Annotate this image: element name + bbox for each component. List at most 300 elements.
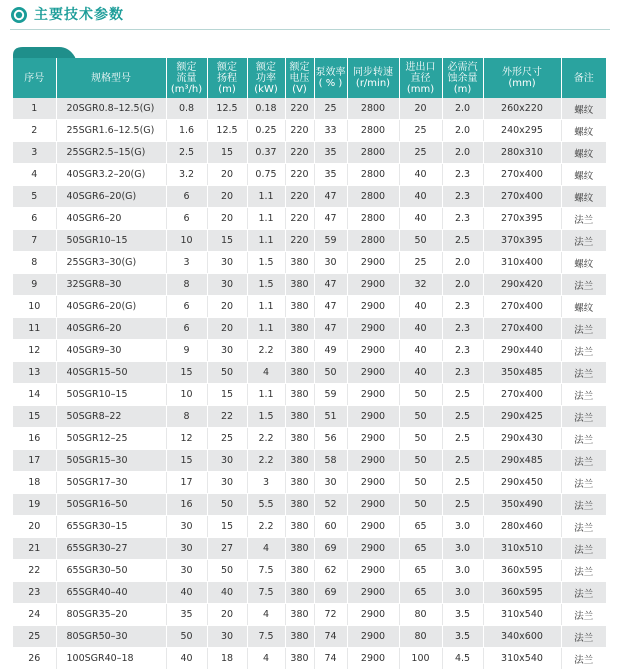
- table-row: [13, 560, 606, 582]
- table-cell: 2900: [347, 362, 399, 384]
- table-cell: 290x440: [483, 340, 561, 362]
- table-cell: 24: [13, 604, 56, 626]
- table-cell: 15: [166, 362, 207, 384]
- table-cell: 270x400: [483, 164, 561, 186]
- table-cell: 2.3: [442, 362, 483, 384]
- table-cell: 50: [399, 230, 442, 252]
- table-cell: 380: [285, 296, 314, 318]
- table-cell: 50: [399, 406, 442, 428]
- table-cell: 60: [314, 516, 347, 538]
- table-cell: 25: [314, 98, 347, 120]
- table-cell: 10: [13, 296, 56, 318]
- table-cell: 18: [207, 648, 247, 670]
- table-cell: 1.1: [247, 296, 285, 318]
- table-cell: 80: [399, 604, 442, 626]
- table-cell: 47: [314, 296, 347, 318]
- table-cell: 2900: [347, 450, 399, 472]
- table-cell: 2900: [347, 318, 399, 340]
- table-cell: 65: [399, 560, 442, 582]
- table-cell: 47: [314, 208, 347, 230]
- table-cell: 52: [314, 494, 347, 516]
- table-cell: 380: [285, 472, 314, 494]
- table-cell: 18: [13, 472, 56, 494]
- table-cell: 30: [207, 626, 247, 648]
- table-cell: 370x395: [483, 230, 561, 252]
- table-row: [13, 186, 606, 208]
- table-cell: 40: [166, 648, 207, 670]
- table-cell: 7.5: [247, 582, 285, 604]
- section-header: [10, 2, 610, 32]
- circle-target-icon: [10, 6, 28, 24]
- table-cell: 50: [399, 384, 442, 406]
- table-cell: 2900: [347, 560, 399, 582]
- table-cell: 40: [399, 208, 442, 230]
- table-cell: 20: [207, 318, 247, 340]
- table-cell: 270x400: [483, 318, 561, 340]
- table-cell: 30: [166, 516, 207, 538]
- table-cell: 1.1: [247, 186, 285, 208]
- table-cell: 280x460: [483, 516, 561, 538]
- table-row: [13, 120, 606, 142]
- table-cell: 2.2: [247, 340, 285, 362]
- table-cell: 65SGR30–50: [56, 560, 166, 582]
- table-cell: 20: [399, 98, 442, 120]
- table-cell: 380: [285, 406, 314, 428]
- table-cell: 2.3: [442, 164, 483, 186]
- table-cell: 4.5: [442, 648, 483, 670]
- table-cell: 69: [314, 582, 347, 604]
- table-cell: 50: [314, 362, 347, 384]
- table-cell: 2.5: [442, 230, 483, 252]
- table-cell: 3: [166, 252, 207, 274]
- table-cell: 6: [166, 296, 207, 318]
- table-cell: 30: [207, 274, 247, 296]
- table-cell: 6: [166, 318, 207, 340]
- column-header: 外形尺寸 (mm): [483, 58, 561, 98]
- table-cell: 50: [207, 560, 247, 582]
- table-cell: 380: [285, 626, 314, 648]
- table-cell: 2900: [347, 428, 399, 450]
- table-cell: 100: [399, 648, 442, 670]
- table-cell: 2.0: [442, 120, 483, 142]
- table-cell: 360x595: [483, 560, 561, 582]
- table-cell: 法兰: [561, 274, 606, 296]
- table-cell: 59: [314, 230, 347, 252]
- table-row: [13, 164, 606, 186]
- table-cell: 65SGR40–40: [56, 582, 166, 604]
- table-cell: 2900: [347, 252, 399, 274]
- table-cell: 6: [166, 186, 207, 208]
- table-cell: 2900: [347, 340, 399, 362]
- column-header: 同步转速 (r/min): [347, 58, 399, 98]
- table-cell: 380: [285, 648, 314, 670]
- title-divider: [10, 29, 610, 30]
- table-cell: 2900: [347, 582, 399, 604]
- table-cell: 30: [207, 472, 247, 494]
- table-cell: 2.5: [166, 142, 207, 164]
- table-cell: 13: [13, 362, 56, 384]
- table-cell: 16: [13, 428, 56, 450]
- table-cell: 350x485: [483, 362, 561, 384]
- table-cell: 8: [13, 252, 56, 274]
- table-cell: 7: [13, 230, 56, 252]
- table-cell: 25: [399, 252, 442, 274]
- table-cell: 2.5: [442, 428, 483, 450]
- table-cell: 80SGR50–30: [56, 626, 166, 648]
- table-cell: 270x395: [483, 208, 561, 230]
- table-cell: 65: [399, 538, 442, 560]
- table-cell: 220: [285, 142, 314, 164]
- table-cell: 30: [207, 252, 247, 274]
- table-cell: 50: [399, 472, 442, 494]
- table-cell: 螺纹: [561, 186, 606, 208]
- table-row: [13, 406, 606, 428]
- table-cell: 22: [207, 406, 247, 428]
- table-cell: 20: [207, 604, 247, 626]
- table-cell: 50SGR10–15: [56, 230, 166, 252]
- table-cell: 50: [399, 494, 442, 516]
- column-header: 额定 功率 (kW): [247, 58, 285, 98]
- table-cell: 40: [399, 186, 442, 208]
- table-cell: 法兰: [561, 648, 606, 670]
- table-cell: 2900: [347, 274, 399, 296]
- table-cell: 290x425: [483, 406, 561, 428]
- table-cell: 2.5: [442, 472, 483, 494]
- table-cell: 法兰: [561, 604, 606, 626]
- table-cell: 9: [13, 274, 56, 296]
- table-cell: 290x430: [483, 428, 561, 450]
- table-cell: 10: [166, 230, 207, 252]
- table-cell: 2.3: [442, 208, 483, 230]
- table-cell: 40SGR6–20(G): [56, 296, 166, 318]
- table-cell: 380: [285, 362, 314, 384]
- table-row: [13, 142, 606, 164]
- table-row: [13, 230, 606, 252]
- table-row: [13, 318, 606, 340]
- table-row: [13, 384, 606, 406]
- column-header: 额定 电压 (V): [285, 58, 314, 98]
- table-row: [13, 252, 606, 274]
- table-cell: 螺纹: [561, 142, 606, 164]
- column-header: 规格型号: [56, 58, 166, 98]
- table-row: [13, 494, 606, 516]
- table-cell: 17: [13, 450, 56, 472]
- table-cell: 74: [314, 648, 347, 670]
- table-cell: 25: [399, 120, 442, 142]
- table-cell: 380: [285, 340, 314, 362]
- table-cell: 80: [399, 626, 442, 648]
- table-cell: 2800: [347, 230, 399, 252]
- table-cell: 380: [285, 604, 314, 626]
- table-cell: 380: [285, 274, 314, 296]
- table-cell: 220: [285, 230, 314, 252]
- table-cell: 2800: [347, 142, 399, 164]
- table-cell: 15: [166, 450, 207, 472]
- table-row: [13, 626, 606, 648]
- table-cell: 3.0: [442, 582, 483, 604]
- table-cell: 2800: [347, 98, 399, 120]
- table-cell: 27: [207, 538, 247, 560]
- table-row: [13, 472, 606, 494]
- table-cell: 40: [399, 318, 442, 340]
- table-cell: 380: [285, 252, 314, 274]
- table-cell: 法兰: [561, 560, 606, 582]
- table-cell: 380: [285, 494, 314, 516]
- table-cell: 2800: [347, 208, 399, 230]
- table-cell: 17: [166, 472, 207, 494]
- table-cell: 2.0: [442, 142, 483, 164]
- table-cell: 270x400: [483, 296, 561, 318]
- table-cell: 380: [285, 450, 314, 472]
- table-cell: 72: [314, 604, 347, 626]
- table-cell: 2900: [347, 406, 399, 428]
- table-row: [13, 582, 606, 604]
- table-cell: 65SGR30–27: [56, 538, 166, 560]
- table-cell: 32: [399, 274, 442, 296]
- table-cell: 2900: [347, 538, 399, 560]
- table-cell: 40: [399, 296, 442, 318]
- table-cell: 30: [314, 252, 347, 274]
- table-cell: 40SGR6–20: [56, 208, 166, 230]
- table-cell: 1.5: [247, 406, 285, 428]
- table-cell: 1.5: [247, 274, 285, 296]
- table-cell: 80SGR35–20: [56, 604, 166, 626]
- table-cell: 2900: [347, 384, 399, 406]
- table-cell: 290x485: [483, 450, 561, 472]
- table-cell: 法兰: [561, 494, 606, 516]
- table-cell: 26: [13, 648, 56, 670]
- table-cell: 50: [207, 362, 247, 384]
- table-cell: 2.2: [247, 450, 285, 472]
- table-cell: 240x295: [483, 120, 561, 142]
- table-cell: 30: [166, 560, 207, 582]
- table-cell: 2.0: [442, 98, 483, 120]
- table-cell: 法兰: [561, 230, 606, 252]
- table-cell: 法兰: [561, 538, 606, 560]
- table-cell: 20: [207, 164, 247, 186]
- table-cell: 8: [166, 274, 207, 296]
- table-cell: 220: [285, 208, 314, 230]
- table-cell: 19: [13, 494, 56, 516]
- table-row: [13, 516, 606, 538]
- table-cell: 47: [314, 274, 347, 296]
- table-cell: 74: [314, 626, 347, 648]
- table-cell: 33: [314, 120, 347, 142]
- table-cell: 270x400: [483, 384, 561, 406]
- table-cell: 15: [13, 406, 56, 428]
- table-cell: 50SGR16–50: [56, 494, 166, 516]
- table-cell: 1.1: [247, 318, 285, 340]
- table-row: [13, 604, 606, 626]
- table-cell: 35: [314, 142, 347, 164]
- table-cell: 3.2: [166, 164, 207, 186]
- table-row: [13, 450, 606, 472]
- table-cell: 4: [247, 538, 285, 560]
- table-cell: 2: [13, 120, 56, 142]
- table-cell: 56: [314, 428, 347, 450]
- table-cell: 290x420: [483, 274, 561, 296]
- table-cell: 50SGR12–25: [56, 428, 166, 450]
- table-cell: 2.5: [442, 384, 483, 406]
- table-cell: 50: [166, 626, 207, 648]
- table-cell: 100SGR40–18: [56, 648, 166, 670]
- table-cell: 7.5: [247, 560, 285, 582]
- table-row: [13, 98, 606, 120]
- table-cell: 6: [13, 208, 56, 230]
- table-cell: 螺纹: [561, 252, 606, 274]
- table-row: [13, 274, 606, 296]
- table-cell: 310x400: [483, 252, 561, 274]
- column-header: 进出口 直径 (mm): [399, 58, 442, 98]
- table-cell: 50SGR17–30: [56, 472, 166, 494]
- table-cell: 法兰: [561, 406, 606, 428]
- table-cell: 65SGR30–15: [56, 516, 166, 538]
- table-cell: 380: [285, 318, 314, 340]
- table-cell: 25: [399, 142, 442, 164]
- table-cell: 20: [207, 296, 247, 318]
- table-cell: 380: [285, 384, 314, 406]
- table-cell: 15: [207, 516, 247, 538]
- table-cell: 380: [285, 538, 314, 560]
- table-cell: 法兰: [561, 582, 606, 604]
- table-cell: 4: [13, 164, 56, 186]
- table-cell: 7.5: [247, 626, 285, 648]
- table-cell: 30: [314, 472, 347, 494]
- table-row: [13, 340, 606, 362]
- table-cell: 法兰: [561, 208, 606, 230]
- table-cell: 380: [285, 516, 314, 538]
- table-cell: 1.6: [166, 120, 207, 142]
- table-cell: 310x540: [483, 648, 561, 670]
- table-cell: 2900: [347, 604, 399, 626]
- table-cell: 2900: [347, 472, 399, 494]
- table-cell: 21: [13, 538, 56, 560]
- table-cell: 25SGR1.6–12.5(G): [56, 120, 166, 142]
- table-cell: 2.3: [442, 186, 483, 208]
- table-cell: 0.8: [166, 98, 207, 120]
- table-cell: 65: [399, 516, 442, 538]
- table-cell: 1: [13, 98, 56, 120]
- table-cell: 20SGR0.8–12.5(G): [56, 98, 166, 120]
- table-cell: 11: [13, 318, 56, 340]
- table-cell: 40SGR6–20(G): [56, 186, 166, 208]
- table-cell: 3.5: [442, 604, 483, 626]
- table-cell: 2.3: [442, 318, 483, 340]
- table-cell: 2800: [347, 164, 399, 186]
- table-cell: 20: [13, 516, 56, 538]
- table-cell: 螺纹: [561, 98, 606, 120]
- table-cell: 49: [314, 340, 347, 362]
- table-body: [13, 98, 606, 670]
- section-title: 主要技术参数: [34, 7, 124, 23]
- table-cell: 法兰: [561, 384, 606, 406]
- table-cell: 法兰: [561, 516, 606, 538]
- table-cell: 2.3: [442, 340, 483, 362]
- table-cell: 2.5: [442, 494, 483, 516]
- table-row: [13, 208, 606, 230]
- table-cell: 220: [285, 120, 314, 142]
- table-cell: 30: [207, 340, 247, 362]
- table-cell: 0.25: [247, 120, 285, 142]
- table-cell: 3.0: [442, 538, 483, 560]
- table-cell: 螺纹: [561, 164, 606, 186]
- table-cell: 380: [285, 428, 314, 450]
- table-cell: 51: [314, 406, 347, 428]
- table-cell: 2.2: [247, 428, 285, 450]
- table-cell: 20: [207, 186, 247, 208]
- table-cell: 2800: [347, 120, 399, 142]
- table-cell: 3: [247, 472, 285, 494]
- table-cell: 0.37: [247, 142, 285, 164]
- table-cell: 65: [399, 582, 442, 604]
- table-cell: 47: [314, 186, 347, 208]
- table-cell: 25SGR2.5–15(G): [56, 142, 166, 164]
- table-cell: 220: [285, 98, 314, 120]
- table-cell: 350x490: [483, 494, 561, 516]
- table-cell: 2900: [347, 296, 399, 318]
- table-cell: 380: [285, 582, 314, 604]
- table-cell: 69: [314, 538, 347, 560]
- table-cell: 12.5: [207, 120, 247, 142]
- table-cell: 2.5: [442, 406, 483, 428]
- table-cell: 310x540: [483, 604, 561, 626]
- table-cell: 32SGR8–30: [56, 274, 166, 296]
- table-row: [13, 296, 606, 318]
- table-cell: 2900: [347, 516, 399, 538]
- table-cell: 40SGR6–20: [56, 318, 166, 340]
- table-cell: 47: [314, 318, 347, 340]
- column-header: 备注: [561, 58, 606, 98]
- table-cell: 1.1: [247, 208, 285, 230]
- table-cell: 16: [166, 494, 207, 516]
- table-cell: 0.18: [247, 98, 285, 120]
- table-cell: 5: [13, 186, 56, 208]
- table-cell: 3: [13, 142, 56, 164]
- table-cell: 2.0: [442, 252, 483, 274]
- table-cell: 2800: [347, 186, 399, 208]
- table-cell: 40: [399, 362, 442, 384]
- table-cell: 法兰: [561, 450, 606, 472]
- column-header: 必需汽 蚀余量 (m): [442, 58, 483, 98]
- table-cell: 30: [166, 538, 207, 560]
- table-cell: 2900: [347, 626, 399, 648]
- table-cell: 59: [314, 384, 347, 406]
- table-cell: 310x510: [483, 538, 561, 560]
- table-cell: 12: [13, 340, 56, 362]
- table-cell: 法兰: [561, 362, 606, 384]
- table-cell: 25: [207, 428, 247, 450]
- table-cell: 12: [166, 428, 207, 450]
- table-cell: 40SGR9–30: [56, 340, 166, 362]
- table-cell: 法兰: [561, 318, 606, 340]
- table-cell: 40SGR3.2–20(G): [56, 164, 166, 186]
- table-cell: 380: [285, 560, 314, 582]
- table-row: [13, 648, 606, 670]
- table-cell: 15: [207, 384, 247, 406]
- table-row: [13, 428, 606, 450]
- table-cell: 2900: [347, 494, 399, 516]
- table-cell: 螺纹: [561, 120, 606, 142]
- table-cell: 2.5: [442, 450, 483, 472]
- table-cell: 50SGR8–22: [56, 406, 166, 428]
- table-cell: 15: [207, 230, 247, 252]
- table-cell: 螺纹: [561, 296, 606, 318]
- table-cell: 40SGR15–50: [56, 362, 166, 384]
- tech-params-table: [13, 58, 606, 670]
- table-cell: 360x595: [483, 582, 561, 604]
- table-cell: 8: [166, 406, 207, 428]
- table-cell: 12.5: [207, 98, 247, 120]
